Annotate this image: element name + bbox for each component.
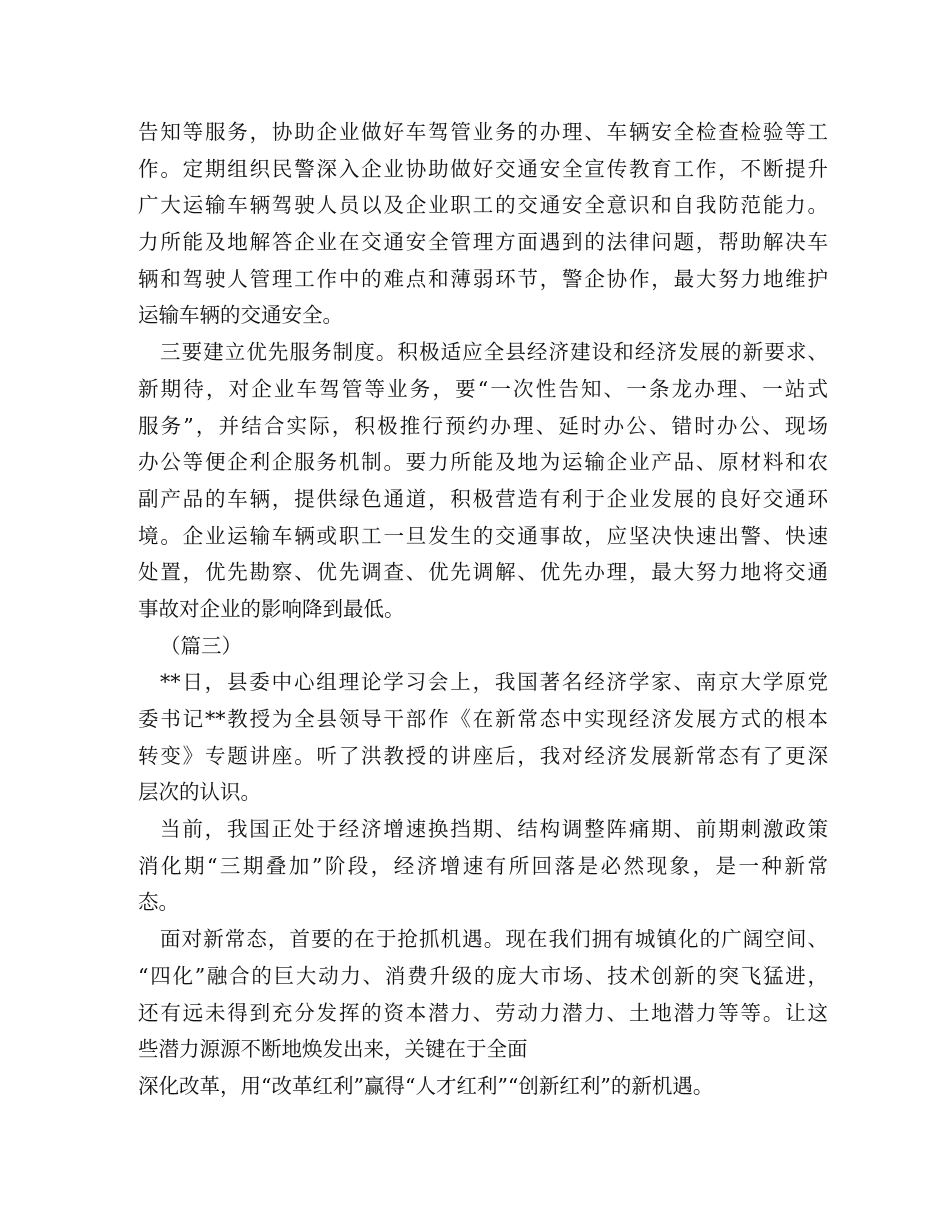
text-line: 还有远未得到充分发挥的资本潜力、劳动力潜力、土地潜力等等。让这 [138,1000,828,1025]
text-line: 办公等便企利企服务机制。要力所能及地为运输企业产品、原材料和农 [138,450,828,475]
text-line: 态。 [138,890,179,915]
text-line: **日，县委中心组理论学习会上，我国著名经济学家、南京大学原党 [160,670,828,695]
text-line: 委书记**教授为全县领导干部作《在新常态中实现经济发展方式的根本 [138,707,828,731]
text-line: 处置，优先勘察、优先调查、优先调解、优先办理，最大努力地将交通 [138,560,828,585]
text-line: 副产品的车辆，提供绿色通道，积极营造有利于企业发展的良好交通环 [138,486,828,511]
text-line: 层次的认识。 [138,780,261,805]
text-line: 三要建立优先服务制度。积极适应全县经济建设和经济发展的新要求、 [160,340,828,365]
text-line: 转变》专题讲座。听了洪教授的讲座后，我对经济发展新常态有了更深 [138,743,828,768]
document-body [138,114,828,1105]
text-line: 面对新常态，首要的在于抢抓机遇。现在我们拥有城镇化的广阔空间、 [160,927,828,952]
text-line: 当前，我国正处于经济增速换挡期、结构调整阵痛期、前期刺激政策 [160,817,828,842]
text-line: “四化”融合的巨大动力、消费升级的庞大市场、技术创新的突飞猛进， [138,963,828,988]
text-line: 消化期“三期叠加”阶段，经济增速有所回落是必然现象，是一种新常 [138,853,828,878]
text-line: 告知等服务，协助企业做好车驾管业务的办理、车辆安全检查检验等工 [138,120,828,144]
text-line: 广大运输车辆驾驶人员以及企业职工的交通安全意识和自我防范能力。 [138,193,828,218]
text-line: （篇三） [160,633,242,658]
text-line: 力所能及地解答企业在交通安全管理方面遇到的法律问题，帮助解决车 [138,230,828,255]
text-line: 境。企业运输车辆或职工一旦发生的交通事故，应坚决快速出警、快速 [138,523,828,548]
text-line: 些潜力源源不断地焕发出来，关键在于全面 [138,1037,528,1062]
text-line: 辆和驾驶人管理工作中的难点和薄弱环节，警企协作，最大努力地维护 [138,266,828,291]
text-line: 运输车辆的交通安全。 [138,303,343,328]
text-line: 服务”，并结合实际，积极推行预约办理、延时办公、错时办公、现场 [138,413,828,438]
text-line: 深化改革，用“改革红利”赢得“人才红利”“创新红利”的新机遇。 [138,1073,714,1098]
text-line: 新期待，对企业车驾管等业务，要“一次性告知、一条龙办理、一站式 [138,376,828,401]
text-line: 事故对企业的影响降到最低。 [138,596,405,621]
text-line: 作。定期组织民警深入企业协助做好交通安全宣传教育工作，不断提升 [138,156,828,181]
